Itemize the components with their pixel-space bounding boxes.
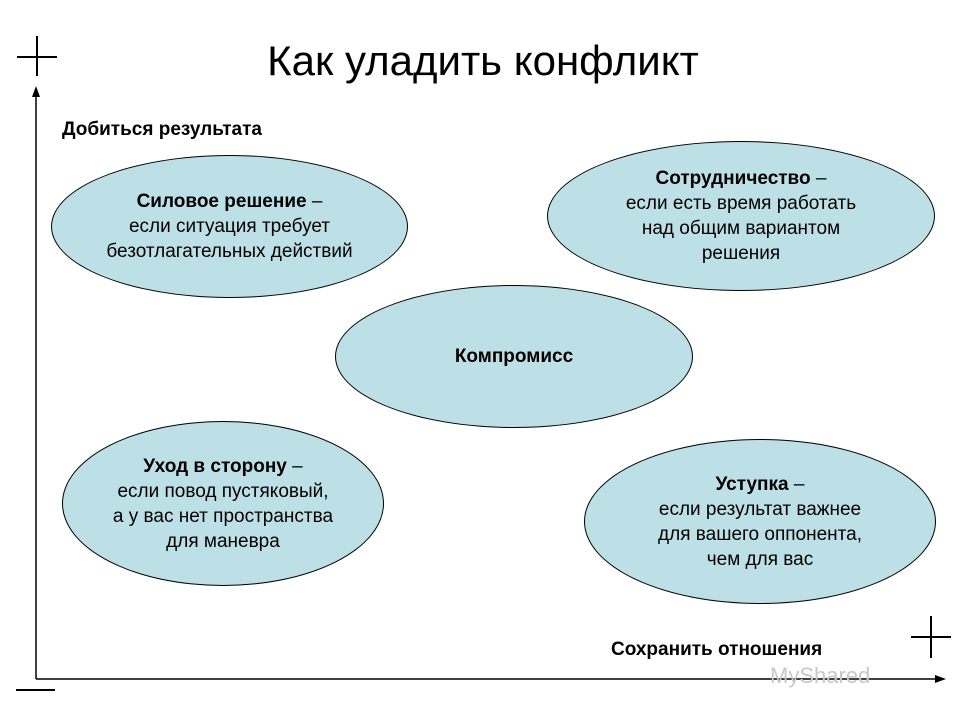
strategy-compromise-heading xyxy=(455,344,573,369)
strategy-concession-heading: Уступка – xyxy=(715,473,805,495)
y-axis-label: Добиться результата xyxy=(62,119,262,140)
strategy-avoidance-heading: Уход в сторону – xyxy=(143,455,303,477)
strategy-avoidance-line: если повод пустяковый, xyxy=(117,480,329,502)
plus-marker-top-left xyxy=(17,36,57,76)
strategy-concession-line: если результат важнее xyxy=(658,498,862,520)
plus-marker-bottom-right xyxy=(911,616,951,658)
strategy-cooperation-heading: Сотрудничество – xyxy=(655,168,827,189)
strategy-concession-name: Уступка xyxy=(715,473,789,495)
watermark: MyShared xyxy=(770,663,871,688)
strategy-concession-line: чем для вас xyxy=(706,548,814,570)
strategy-avoidance-line: а у вас нет пространства xyxy=(112,505,334,527)
strategy-cooperation-name: Сотрудничество xyxy=(655,168,811,189)
x-axis-arrowhead xyxy=(935,675,946,683)
diagram-title: Как уладить конфликт xyxy=(267,37,699,84)
strategy-compromise-name: Компромисс xyxy=(454,346,574,367)
strategy-avoidance-line: для маневра xyxy=(166,530,280,552)
strategy-avoidance-ellipse xyxy=(62,421,384,586)
strategy-compromise-ellipse xyxy=(335,285,693,428)
strategy-cooperation-ellipse xyxy=(547,141,935,291)
strategy-force-line: если ситуация требует xyxy=(128,216,330,237)
strategy-concession-ellipse xyxy=(584,439,936,604)
x-axis-label: Сохранить отношения xyxy=(611,639,823,660)
strategy-force-heading: Силовое решение – xyxy=(136,191,323,212)
strategy-avoidance-name: Уход в сторону xyxy=(143,455,287,477)
strategy-cooperation-line: если есть время работать xyxy=(625,193,857,214)
strategy-force-ellipse xyxy=(51,155,408,298)
y-axis-arrowhead xyxy=(32,86,40,97)
strategy-cooperation-line: над общим вариантом xyxy=(641,218,841,239)
strategy-concession-line: для вашего оппонента, xyxy=(658,523,862,545)
strategy-force-line: безотлагательных действий xyxy=(106,241,353,262)
strategy-force-name: Силовое решение xyxy=(136,191,307,212)
strategy-cooperation-line: решения xyxy=(701,243,781,264)
